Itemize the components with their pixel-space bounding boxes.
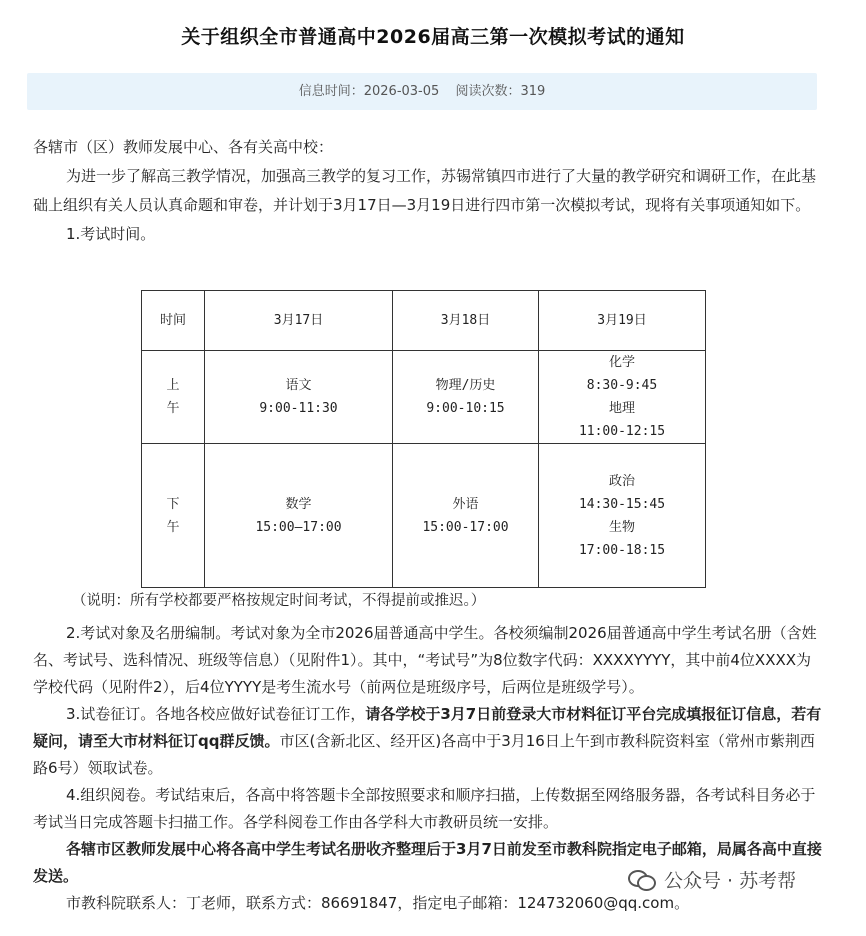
info-reads: 阅读次数：319 — [455, 84, 546, 99]
subject: 地理 — [608, 401, 635, 416]
am-label-cell: 上 午 — [142, 351, 205, 444]
table-header-day17: 3月17日 — [205, 291, 393, 351]
exam-time: 15:00—17:00 — [255, 519, 342, 535]
subject: 物理/历史 — [435, 378, 496, 393]
page-title: 关于组织全市普通高中2026届高三第一次模拟考试的通知 — [181, 26, 685, 48]
section-1-heading: 1.考试时间。 — [66, 225, 156, 243]
schedule-note: （说明：所有学校都要严格按规定时间考试，不得提前或推迟。） — [72, 593, 486, 609]
am-day17-cell — [205, 351, 393, 444]
salutation: 各辖市（区）教师发展中心、各有关高中校： — [33, 138, 334, 156]
pm-day17-cell — [205, 444, 393, 588]
watermark — [628, 864, 796, 894]
pm-day18-cell — [393, 444, 539, 588]
exam-time: 9:00-11:30 — [259, 401, 338, 416]
subject: 化学 — [608, 355, 635, 370]
intro-paragraph: 为进一步了解高三教学情况，加强高三教学的复习工作，苏锡常镇四市进行了大量的教学研究和调研工作，在此基础上组织有关人员认真命题和审卷，并计划于3月17日—3月19日进行四市第一次模拟考试，现将有关事项通知如下。 — [33, 167, 817, 214]
subject: 生物 — [608, 519, 635, 535]
exam-time: 11:00-12:15 — [578, 424, 666, 439]
section-4-paragraph: 4.组织阅卷。考试结束后，各高中将答题卡全部按照要求和顺序扫描，上传数据至网络服务器，各考试科目务必于考试当日完成答题卡扫描工作。各学科阅卷工作由各学科大市教研员统一安排。 — [33, 786, 816, 831]
info-bar — [27, 73, 817, 110]
subject: 政治 — [608, 473, 635, 489]
section-3-paragraph: 3.试卷征订。各地各校应做好试卷征订工作，请各学校于3月7日前登录大市材料征订平台完成填报征订信息，若有疑问，请至大市材料征订qq群反馈。市区(含新北区、经开区)各高中于3月16日上午到市教科院资料室（常州市紫荆西路6号）领取试卷。 — [33, 705, 822, 777]
pm-label-cell: 下 午 — [142, 444, 205, 588]
notice-body — [33, 133, 823, 249]
am-day18-cell — [393, 351, 539, 444]
exam-time: 8:30-9:45 — [586, 378, 658, 393]
am-day19-cell — [539, 351, 706, 444]
exam-time: 17:00-18:15 — [578, 542, 666, 558]
subject: 语文 — [285, 378, 312, 393]
contact-line: 市教科院联系人：丁老师，联系方式：86691847，指定电子邮箱：124732060@qq.com。 — [66, 894, 690, 912]
table-header-day19: 3月19日 — [539, 291, 706, 351]
pm-day19-cell — [539, 444, 706, 588]
bold-notice: 各辖市区教师发展中心将各高中学生考试名册收齐整理后于3月7日前发至市教科院指定电子邮箱，局属各高中直接发送。 — [33, 840, 822, 885]
info-time: 信息时间：2026-03-05 — [298, 84, 440, 99]
exam-time: 9:00-10:15 — [426, 401, 505, 416]
watermark-text: 公众号 · 苏考帮 — [664, 869, 797, 892]
exam-time: 14:30-15:45 — [578, 496, 666, 512]
subject: 外语 — [452, 496, 479, 512]
subject: 数学 — [285, 496, 312, 512]
wechat-icon — [628, 868, 656, 890]
section-2-paragraph: 2.考试对象及名册编制。考试对象为全市2026届普通高中学生。各校须编制2026届普通高中学生考试名册（含姓名、考试号、选科情况、班级等信息）（见附件1）。其中，“考试号”为8位数字代码：XXXXYYYY，其中前4位XXXX为学校代码（见附件2），后4位YYYY是考生流水号（前两位是班级序号，后两位是班级学号）。 — [33, 624, 817, 696]
exam-schedule-table — [141, 290, 706, 588]
exam-time: 15:00-17:00 — [422, 519, 509, 535]
table-header-time: 时间 — [142, 291, 205, 351]
section-3-emphasis: 请各学校于3月7日前登录大市材料征订平台完成填报征订信息，若有疑问，请至大市材料征订qq群反馈。 — [33, 705, 822, 750]
table-header-day18: 3月18日 — [393, 291, 539, 351]
